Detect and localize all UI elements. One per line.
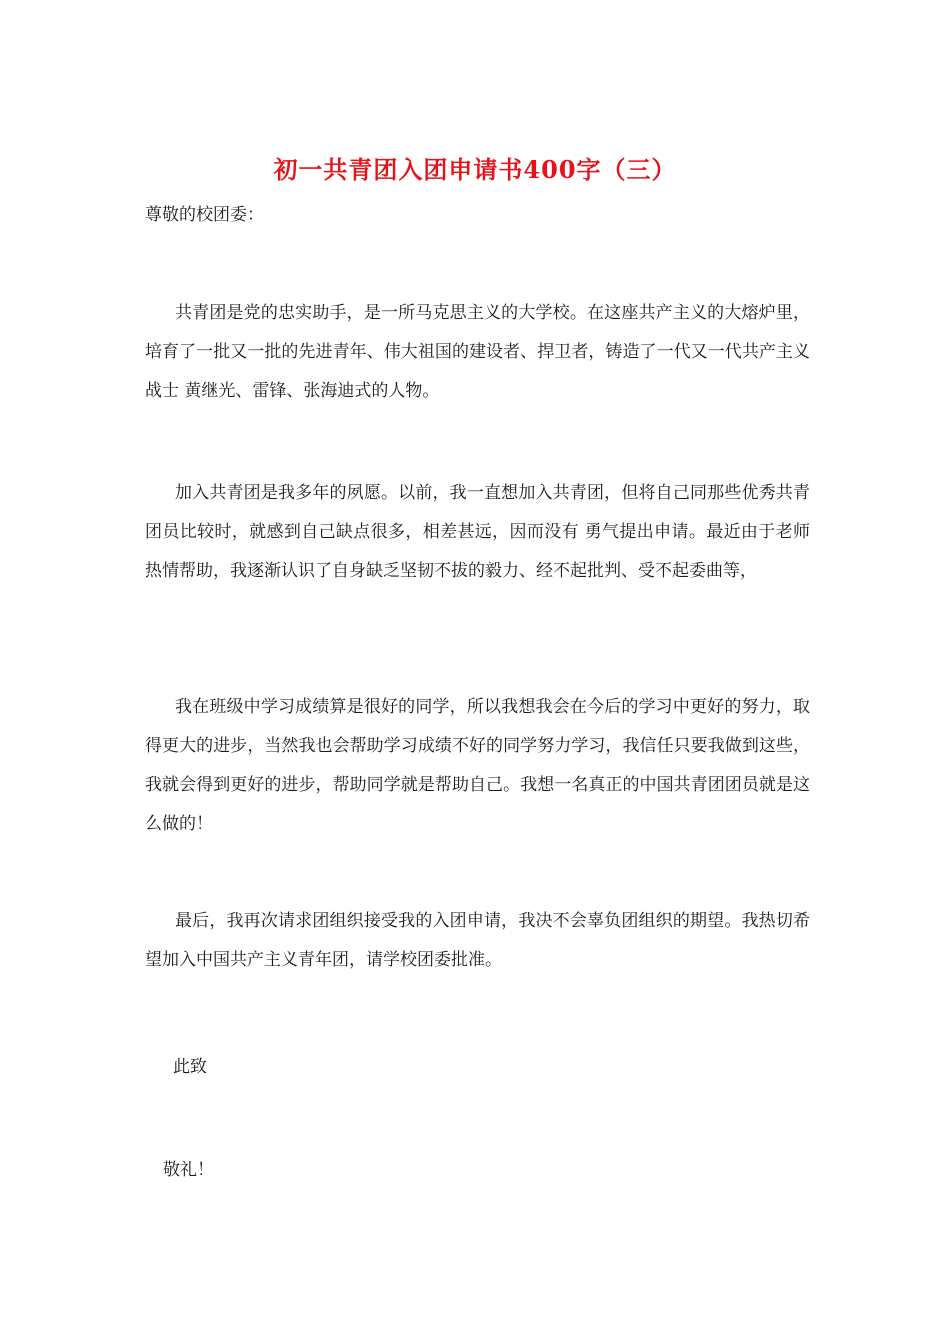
paragraph-3: 我在班级中学习成绩算是很好的同学，所以我想我会在今后的学习中更好的努力，取得更大的进步，当然我也会帮助学习成绩不好的同学努力学习，我信任只要我做到这些，我就会得到更好的进步，帮助同学就是帮助自己。我想一名真正的中国共青团团员就是这么做的！ xyxy=(145,697,810,834)
paragraph-1: 共青团是党的忠实助手，是一所马克思主义的大学校。在这座共产主义的大熔炉里，培育了一批又一批的先进青年、伟大祖国的建设者、捍卫者，铸造了一代又一代共产主义战士 黄继光、雷锋、张海迪式的人物。 xyxy=(145,303,810,401)
paragraph-2: 加入共青团是我多年的夙愿。以前，我一直想加入共青团，但将自己同那些优秀共青团员比较时，就感到自己缺点很多，相差甚远，因而没有 勇气提出申请。最近由于老师热情帮助，我逐渐认识了自身缺乏坚韧不拔的毅力、经不起批判、受不起委曲等， xyxy=(145,483,810,581)
paragraph-4: 最后，我再次请求团组织接受我的入团申请，我决不会辜负团组织的期望。我热切希望加入中国共产主义青年团，请学校团委批准。 xyxy=(145,911,810,970)
closing-greeting: 此致 xyxy=(173,1057,207,1077)
salutation: 尊敬的校团委： xyxy=(145,205,264,225)
closing-salute: 敬礼！ xyxy=(163,1160,214,1180)
document-title: 初一共青团入团申请书400字（三） xyxy=(273,155,677,184)
